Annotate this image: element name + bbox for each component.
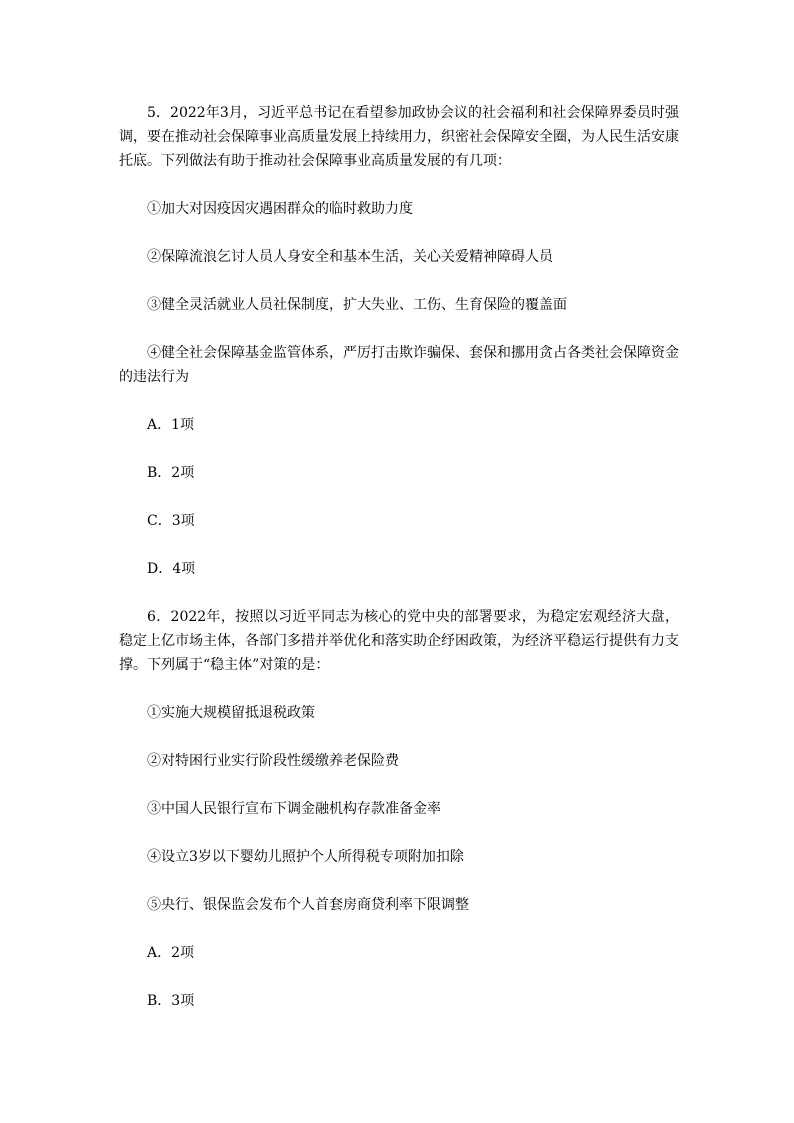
option-a: A．1项 <box>147 417 195 433</box>
statement: ⑤央行、银保监会发布个人首套房商贷利率下限调整 <box>147 897 469 913</box>
option-b: B．2项 <box>147 465 195 481</box>
statement: ②对特困行业实行阶段性缓缴养老保险费 <box>147 753 399 769</box>
statement: ②保障流浪乞讨人员人身安全和基本生活，关心关爱精神障碍人员 <box>147 249 553 265</box>
statement: ①加大对因疫因灾遇困群众的临时救助力度 <box>147 201 413 217</box>
option-b: B．3项 <box>147 993 195 1009</box>
question-stem: 5．2022年3月，习近平总书记在看望参加政协会议的社会福利和社会保障界委员时强调，要在推动社会保障事业高质量发展上持续用力，织密社会保障安全圈，为人民生活安康托底。下列做法有助于推动社会保障事业高质量发展的有几项： <box>119 105 679 169</box>
document-page <box>119 101 679 1037</box>
question-5 <box>119 101 679 581</box>
option-a: A．2项 <box>147 945 195 961</box>
question-6 <box>119 605 679 1013</box>
option-c: C．3项 <box>147 513 195 529</box>
question-stem: 6．2022年，按照以习近平同志为核心的党中央的部署要求，为稳定宏观经济大盘，稳定上亿市场主体，各部门多措并举优化和落实助企纾困政策，为经济平稳运行提供有力支撑。下列属于“稳主体”对策的是： <box>119 609 679 673</box>
statement: ④设立3岁以下婴幼儿照护个人所得税专项附加扣除 <box>147 849 464 865</box>
option-d: D．4项 <box>147 561 196 577</box>
statement: ①实施大规模留抵退税政策 <box>147 705 315 721</box>
statement: ③中国人民银行宣布下调金融机构存款准备金率 <box>147 801 441 817</box>
statement: ③健全灵活就业人员社保制度，扩大失业、工伤、生育保险的覆盖面 <box>147 297 567 313</box>
statement: ④健全社会保障基金监管体系，严厉打击欺诈骗保、套保和挪用贪占各类社会保障资金的违法行为 <box>119 345 679 385</box>
